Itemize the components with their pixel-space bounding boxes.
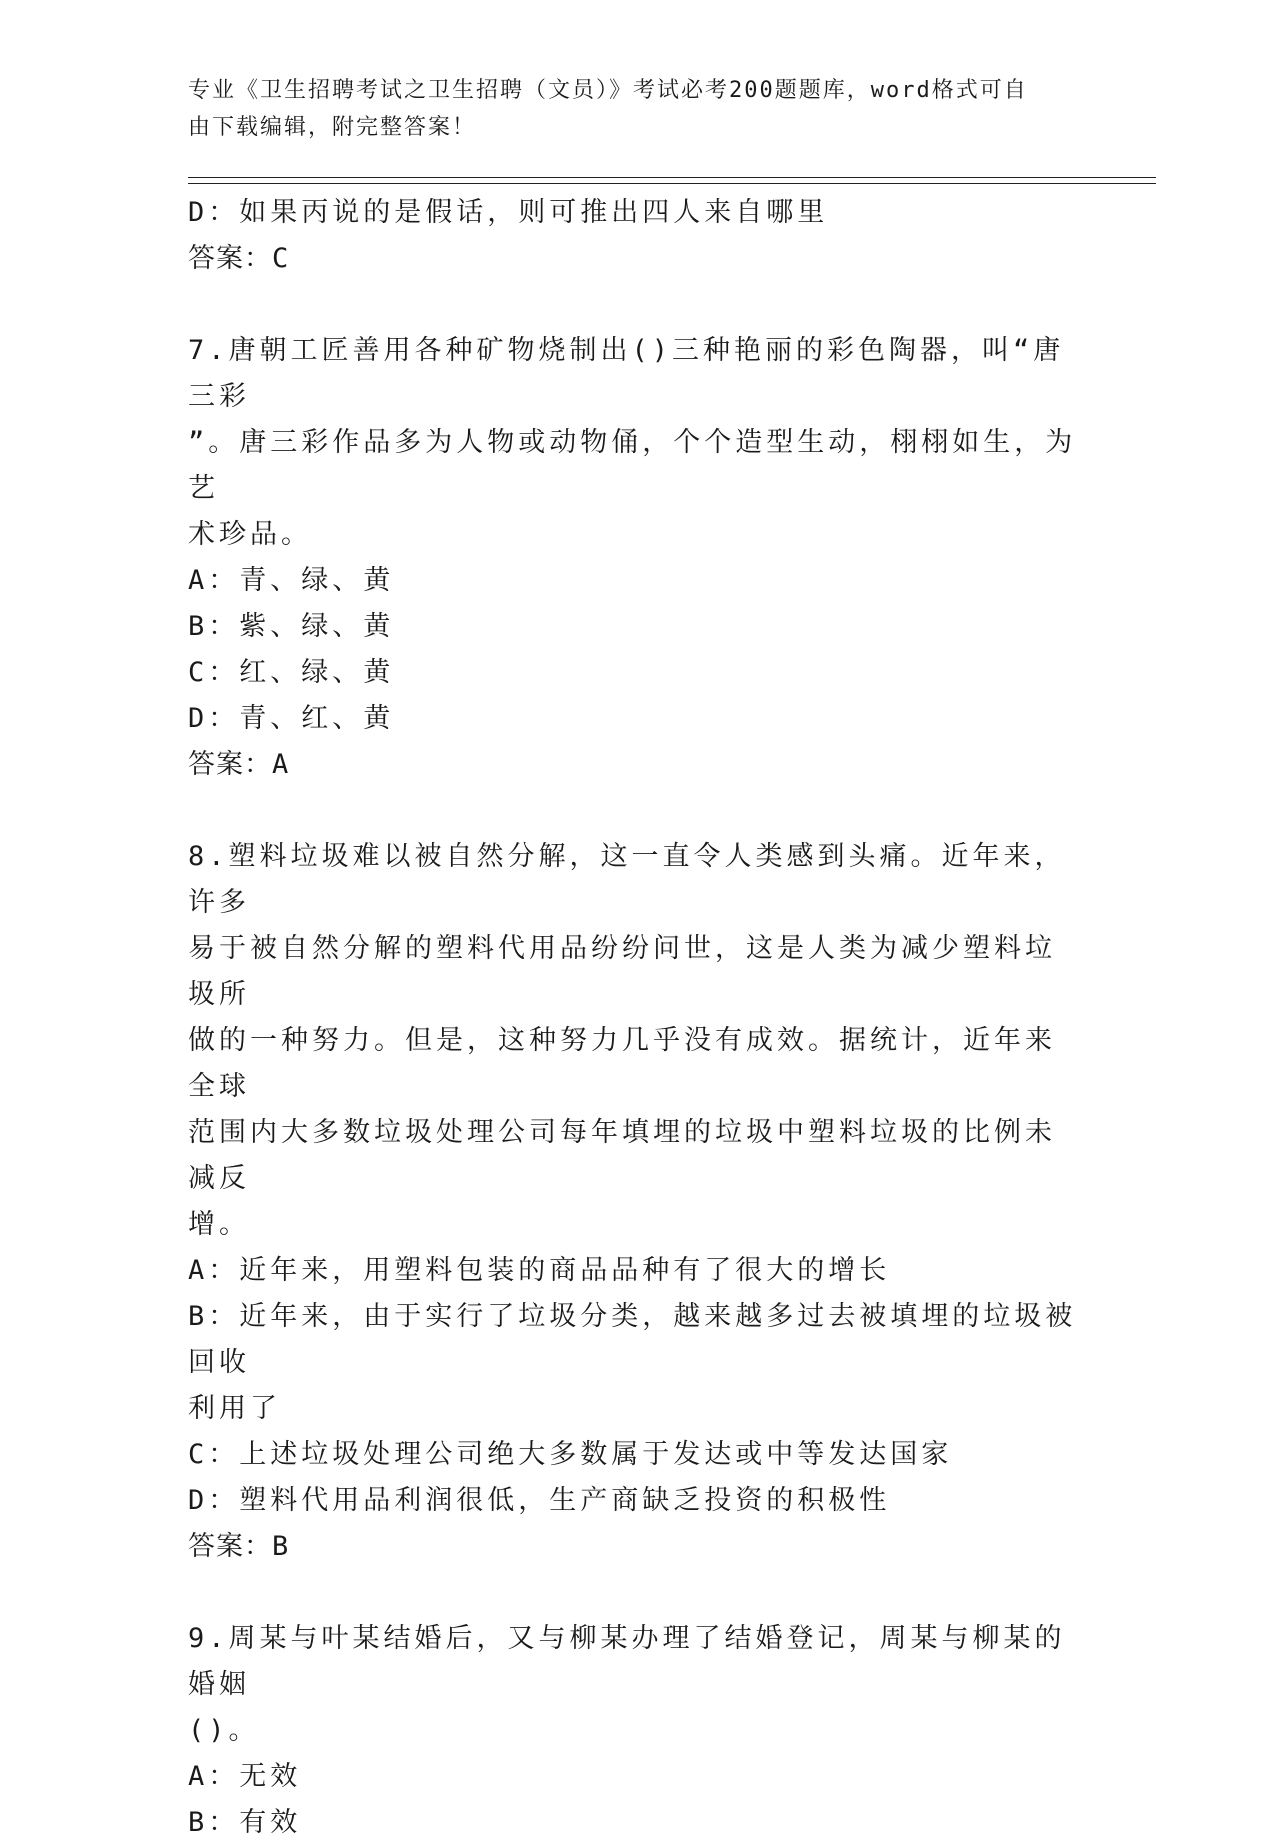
header-line-2: 由下载编辑，附完整答案！ (188, 115, 477, 140)
question-7 (188, 328, 1078, 788)
question-9 (188, 1616, 1078, 1846)
option-a: A：青、绿、黄 (188, 565, 395, 596)
question-text: 增。 (188, 1209, 250, 1240)
question-text: ”。唐三彩作品多为人物或动物俑，个个造型生动，栩栩如生，为艺 (188, 427, 1077, 504)
answer: 答案：B (188, 1531, 290, 1562)
header-rule-top (188, 177, 1156, 178)
document-header (188, 72, 1068, 146)
question-text: 8.塑料垃圾难以被自然分解，这一直令人类感到头痛。近年来，许多 (188, 841, 1066, 918)
option-b: B：紫、绿、黄 (188, 611, 395, 642)
option-a: A：近年来，用塑料包装的商品品种有了很大的增长 (188, 1255, 891, 1286)
question-text: ()。 (188, 1715, 260, 1746)
document-body (188, 190, 1078, 1846)
option-d: D：青、红、黄 (188, 703, 395, 734)
option-c: C：上述垃圾处理公司绝大多数属于发达或中等发达国家 (188, 1439, 953, 1470)
question-text: 易于被自然分解的塑料代用品纷纷问世，这是人类为减少塑料垃圾所 (188, 933, 1056, 1010)
header-rule-bottom (188, 183, 1156, 184)
question-text: 做的一种努力。但是，这种努力几乎没有成效。据统计，近年来全球 (188, 1025, 1056, 1102)
previous-question-tail (188, 190, 1078, 282)
question-text: 术珍品。 (188, 519, 312, 550)
header-line-1: 专业《卫生招聘考试之卫生招聘（文员）》考试必考200题题库，word格式可自 (188, 78, 1028, 103)
option-d: D：如果丙说的是假话，则可推出四人来自哪里 (188, 197, 829, 228)
question-8 (188, 834, 1078, 1570)
option-b: B：有效 (188, 1807, 302, 1838)
option-a: A：无效 (188, 1761, 302, 1792)
question-text: 9.周某与叶某结婚后，又与柳某办理了结婚登记，周某与柳某的婚姻 (188, 1623, 1066, 1700)
answer: 答案：A (188, 749, 290, 780)
option-b-continued: 利用了 (188, 1393, 281, 1424)
answer: 答案：C (188, 243, 290, 274)
question-text: 7.唐朝工匠善用各种矿物烧制出()三种艳丽的彩色陶器，叫“唐三彩 (188, 335, 1065, 412)
option-d: D：塑料代用品利润很低，生产商缺乏投资的积极性 (188, 1485, 891, 1516)
option-c: C：红、绿、黄 (188, 657, 395, 688)
question-text: 范围内大多数垃圾处理公司每年填埋的垃圾中塑料垃圾的比例未减反 (188, 1117, 1056, 1194)
option-b: B：近年来，由于实行了垃圾分类，越来越多过去被填埋的垃圾被回收 (188, 1301, 1077, 1378)
